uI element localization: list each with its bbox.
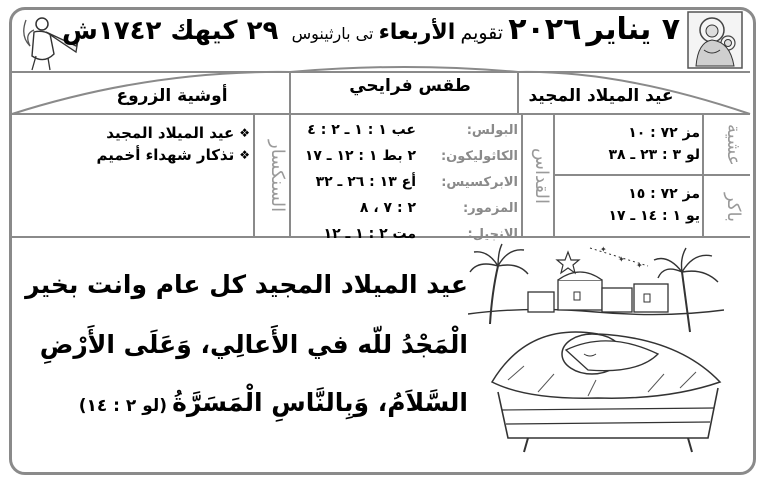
matins-gospel: لو ٣ : ٢٣ ـ ٣٨: [608, 147, 700, 163]
morning-gospel: يو ١ : ١٤ ـ ١٧: [608, 208, 700, 224]
svg-text:✦: ✦: [618, 255, 625, 264]
verse-reference: (لو ٢ : ١٤): [78, 396, 168, 416]
gregorian-year: ٢٠٢٦: [508, 12, 582, 47]
verse-line-2: [16, 388, 468, 417]
reading-value: مت ٢ : ١ ـ ١٢: [323, 226, 416, 242]
reading-name: البولس:: [466, 122, 518, 138]
reading-name: الانجيل:: [467, 226, 518, 242]
occasion-heading: عيد الميلاد المجيد: [528, 86, 674, 106]
reading-row: [294, 169, 518, 195]
rite-heading: طقس فرايحي: [349, 76, 471, 96]
coptic-year: ١٧٤٢ش: [62, 16, 162, 46]
reading-value: ٢ بط ١ : ١٢ ـ ١٧: [304, 148, 416, 164]
svg-text:✦: ✦: [600, 245, 607, 254]
liturgy-readings: [294, 117, 518, 247]
reading-row: [294, 195, 518, 221]
reading-name: الكاثوليكون:: [440, 148, 518, 164]
coptic-date: [62, 16, 302, 52]
morning-psalm: مز ٧٢ : ١٥: [628, 186, 700, 202]
reading-row: [294, 117, 518, 143]
header-date: [291, 12, 680, 52]
matins-label: عشية: [723, 124, 744, 166]
diamond-bullet-icon: ❖: [239, 126, 250, 140]
coptic-day: ٢٩: [246, 16, 279, 46]
saint-name: تى بارثينوس: [291, 24, 374, 43]
matins-readings: [560, 122, 700, 166]
list-item: [20, 144, 250, 166]
weekday: الأربعاء: [378, 20, 456, 45]
reading-value: أع ١٣ : ٢٦ ـ ٣٢: [315, 174, 416, 190]
matins-psalm: مز ٧٢ : ١٠: [628, 125, 700, 141]
synaxarium-list: [20, 122, 250, 166]
virgin-mary-icon: [686, 10, 744, 70]
list-item-text: تذكار شهداء أخميم: [96, 146, 235, 164]
reading-name: المزمور:: [462, 200, 518, 216]
svg-text:✦: ✦: [636, 261, 643, 270]
list-item-text: عيد الميلاد المجيد: [106, 124, 235, 142]
nativity-manger-illustration: [468, 242, 724, 454]
reading-row: [294, 143, 518, 169]
diamond-bullet-icon: ❖: [239, 148, 250, 162]
reading-value: ٢ : ٧ ، ٨: [359, 200, 416, 216]
reading-name: الابركسيس:: [441, 174, 518, 190]
coptic-month: كيهك: [170, 16, 238, 46]
morning-label: باكر: [723, 192, 744, 222]
tunics-heading: أوشية الزروع: [116, 86, 228, 106]
liturgy-label: القداس: [531, 147, 552, 204]
synaxarium-label: السنكسار: [267, 139, 288, 213]
greeting-line: عيد الميلاد المجيد كل عام وانت بخير: [25, 270, 468, 299]
gregorian-day: ٧ يناير: [586, 12, 680, 47]
verse-text: السَّلاَمُ، وَبِالنَّاسِ الْمَسَرَّةُ: [172, 388, 468, 417]
verse-line-1: الْمَجْدُ للّه في الأَعالِي، وَعَلَى الأَرْضِ: [39, 330, 468, 359]
morning-readings: [560, 183, 700, 227]
list-item: [20, 122, 250, 144]
reading-value: عب ١ : ١ ـ ٢ : ٤: [307, 122, 416, 138]
calendar-word: تقويم: [460, 22, 504, 44]
